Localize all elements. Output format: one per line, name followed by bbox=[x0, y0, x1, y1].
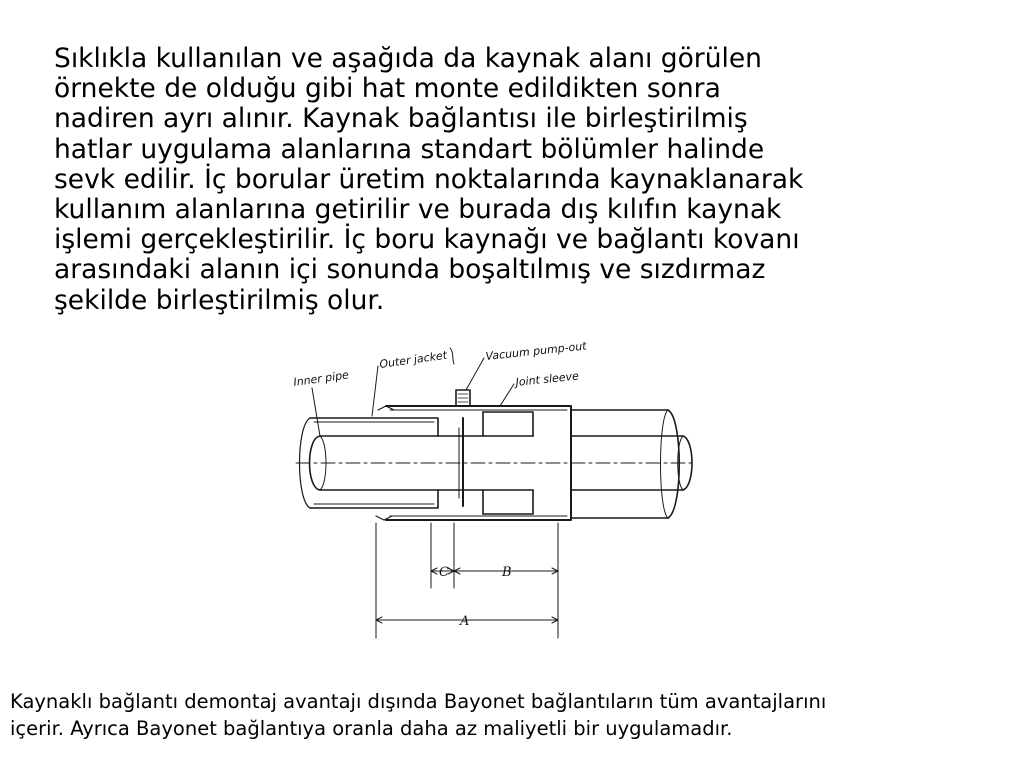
main-paragraph bbox=[54, 44, 969, 316]
leader-inner-pipe bbox=[312, 388, 320, 436]
paragraph-line: sevk edilir. İç borular üretim noktalarında kaynaklanarak bbox=[54, 163, 804, 195]
outer-jacket-left-bottom bbox=[310, 490, 438, 508]
paragraph-line: kullanım alanlarına getirilir ve burada dış kılıfın kaynak bbox=[54, 194, 782, 226]
paragraph-line: örnekte de olduğu gibi hat monte edildikten sonra bbox=[54, 73, 721, 105]
label-inner-pipe: Inner pipe bbox=[292, 368, 350, 389]
label-vacuum-pump-out: Vacuum pump-out bbox=[484, 339, 588, 363]
dim-label-a: A bbox=[460, 614, 470, 629]
vacuum-port-detail bbox=[458, 394, 468, 402]
caption bbox=[10, 688, 1010, 742]
label-outer-jacket: Outer jacket bbox=[378, 348, 448, 371]
paragraph-line: Sıklıkla kullanılan ve aşağıda da kaynak alanı görülen bbox=[54, 43, 762, 74]
outer-jacket-right-end-back bbox=[661, 410, 669, 518]
caption-line: içerir. Ayrıca Bayonet bağlantıya oranla daha az maliyetli bir uygulamadır. bbox=[10, 717, 733, 740]
outer-jacket-left-top bbox=[310, 418, 438, 436]
caption-line: Kaynaklı bağlantı demontaj avantajı dışında Bayonet bağlantıların tüm avantajlarını bbox=[10, 690, 827, 713]
leader-joint-sleeve bbox=[500, 384, 514, 406]
dim-label-b: B bbox=[502, 565, 512, 580]
outer-jacket-right bbox=[571, 410, 668, 518]
paragraph-line: arasındaki alanın içi sonunda boşaltılmış ve sızdırmaz bbox=[54, 254, 766, 286]
leader-vacuum bbox=[466, 358, 484, 390]
paragraph-line: işlemi gerçekleştirilir. İç boru kaynağı ve bağlantı kovanı bbox=[54, 224, 800, 256]
bayonet-weld-joint-diagram bbox=[288, 338, 708, 643]
joint-diagram-svg bbox=[288, 338, 708, 643]
leader-outer-jacket bbox=[372, 366, 378, 416]
label-joint-sleeve: Joint sleeve bbox=[514, 369, 580, 389]
paragraph-line: şekilde birleştirilmiş olur. bbox=[54, 284, 385, 316]
paragraph-line: hatlar uygulama alanlarına standart bölümler halinde bbox=[54, 133, 765, 165]
paragraph-line: nadiren ayrı alınır. Kaynak bağlantısı ile birleştirilmiş bbox=[54, 103, 748, 135]
dim-label-c: C bbox=[439, 565, 449, 580]
leader-tick bbox=[450, 348, 454, 364]
